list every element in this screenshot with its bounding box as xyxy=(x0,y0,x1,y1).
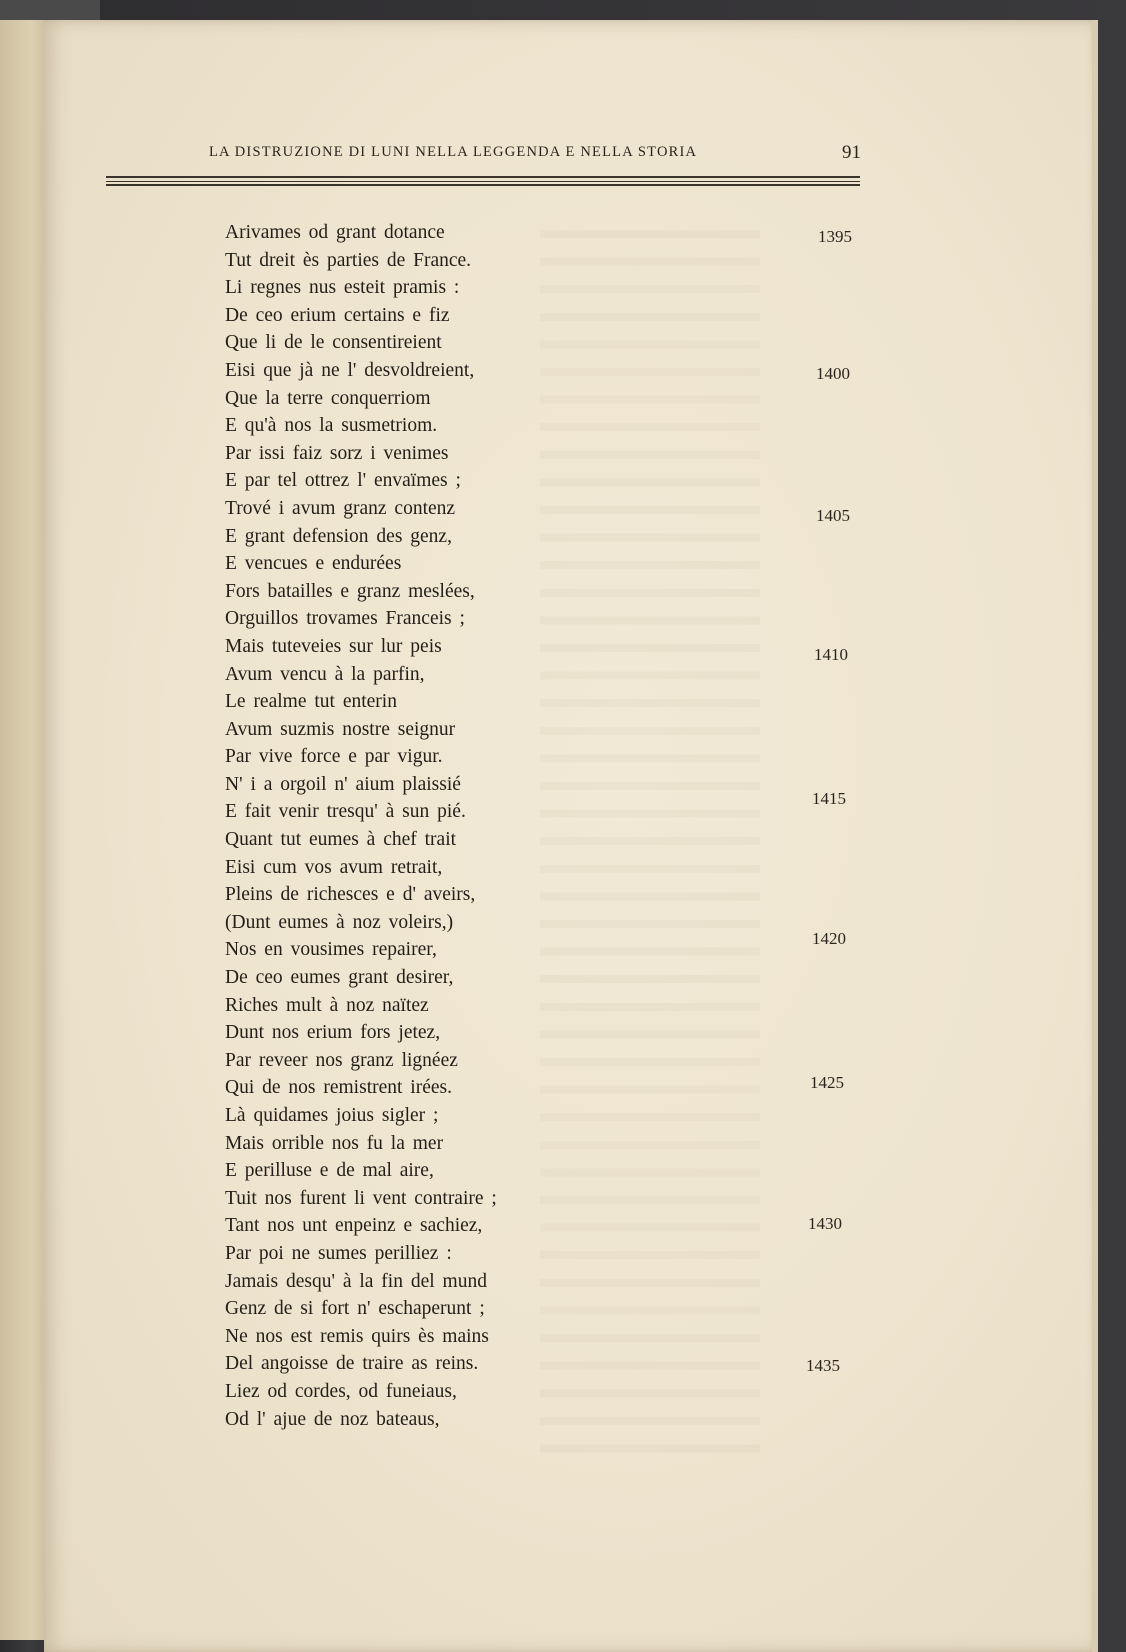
line-number: 1410 xyxy=(814,645,848,664)
verse-line: Eisi cum vos avum retrait, xyxy=(225,856,443,878)
verse-line: Eisi que jà ne l' desvoldreient, xyxy=(225,359,475,381)
verse-line: Trové i avum granz contenz xyxy=(225,497,456,519)
verse-line: Que li de le consentireient xyxy=(225,332,442,354)
verse-line: Arivames od grant dotance xyxy=(225,222,445,243)
verse-line: Que la terre conquerriom xyxy=(225,387,431,409)
binding-strip xyxy=(0,0,100,22)
verse-line: E vencues e endurées xyxy=(225,553,402,575)
verse-line: Par issi faiz sorz i venimes xyxy=(225,442,449,464)
verse-line: Orguillos trovames Franceis ; xyxy=(225,608,465,630)
page-number: 91 xyxy=(842,142,861,163)
verse-line: Par reveer nos granz lignéez xyxy=(225,1049,458,1071)
verse-line: Jamais desqu' à la fin del mund xyxy=(225,1270,487,1292)
line-number: 1425 xyxy=(810,1073,844,1092)
line-number: 1405 xyxy=(816,506,850,525)
verse-line: Avum vencu à la parfin, xyxy=(225,663,425,685)
verse-line: Avum suzmis nostre seignur xyxy=(225,718,456,740)
verse-line: Dunt nos erium fors jetez, xyxy=(225,1022,441,1044)
verse-list xyxy=(225,219,497,1433)
verse-line: Quant tut eumes à chef trait xyxy=(225,829,457,851)
verse-line: E qu'à nos la susmetriom. xyxy=(225,415,438,437)
verse-line: N' i a orgoil n' aium plaissié xyxy=(225,773,461,795)
verse-line: Qui de nos remistrent irées. xyxy=(225,1077,452,1099)
line-number: 1420 xyxy=(812,929,846,948)
verse-line: Le realme tut enterin xyxy=(225,691,397,713)
line-number: 1435 xyxy=(806,1356,840,1375)
verse-line: Pleins de richesces e d' aveirs, xyxy=(225,884,476,906)
verse-line: Li regnes nus esteit pramis : xyxy=(225,277,460,299)
header-rule xyxy=(106,184,860,186)
verse-line: E grant defension des genz, xyxy=(225,525,452,547)
line-number-column xyxy=(790,0,870,1652)
verse-line: Del angoisse de traire as reins. xyxy=(225,1353,479,1375)
verse-line: Ne nos est remis quirs ès mains xyxy=(225,1325,489,1347)
line-number: 1415 xyxy=(812,789,846,808)
page-edge xyxy=(1092,20,1098,1652)
verse-line: Od l' ajue de noz bateaus, xyxy=(225,1408,440,1430)
verse-line: Mais tuteveies sur lur peis xyxy=(225,635,442,657)
verse-line: E par tel ottrez l' envaïmes ; xyxy=(225,470,461,492)
verse-line: Par poi ne sumes perilliez : xyxy=(225,1242,452,1264)
line-number: 1400 xyxy=(816,364,850,383)
verse-line: Tut dreit ès parties de France. xyxy=(225,249,472,271)
verse-line: Riches mult à noz naïtez xyxy=(225,994,429,1016)
verse-line: De ceo eumes grant desirer, xyxy=(225,967,454,989)
header-rule xyxy=(106,176,860,178)
verse-line: Genz de si fort n' eschaperunt ; xyxy=(225,1298,485,1320)
header-rule xyxy=(106,181,860,182)
verse-line: Tant nos unt enpeinz e sachiez, xyxy=(225,1215,483,1237)
verse-line: Liez od cordes, od funeiaus, xyxy=(225,1380,457,1402)
verse-line: Nos en vousimes repairer, xyxy=(225,939,437,961)
line-number: 1395 xyxy=(818,227,852,246)
verse-line: (Dunt eumes à noz voleirs,) xyxy=(225,911,454,933)
verse-line: Mais orrible nos fu la mer xyxy=(225,1132,444,1154)
verse-line: Par vive force e par vigur. xyxy=(225,746,443,768)
verse-line: E fait venir tresqu' à sun pié. xyxy=(225,801,466,823)
verse-line: E perilluse e de mal aire, xyxy=(225,1160,434,1182)
verse-line: Fors batailles e granz meslées, xyxy=(225,580,475,602)
verse-line: Tuit nos furent li vent contraire ; xyxy=(225,1187,497,1209)
show-through-text xyxy=(540,218,760,1458)
verse-line: De ceo erium certains e fiz xyxy=(225,304,450,326)
line-number: 1430 xyxy=(808,1214,842,1233)
running-header: LA DISTRUZIONE DI LUNI NELLA LEGGENDA E NELLA STORIA xyxy=(209,144,698,160)
verse-line: Là quidames joius sigler ; xyxy=(225,1105,439,1126)
